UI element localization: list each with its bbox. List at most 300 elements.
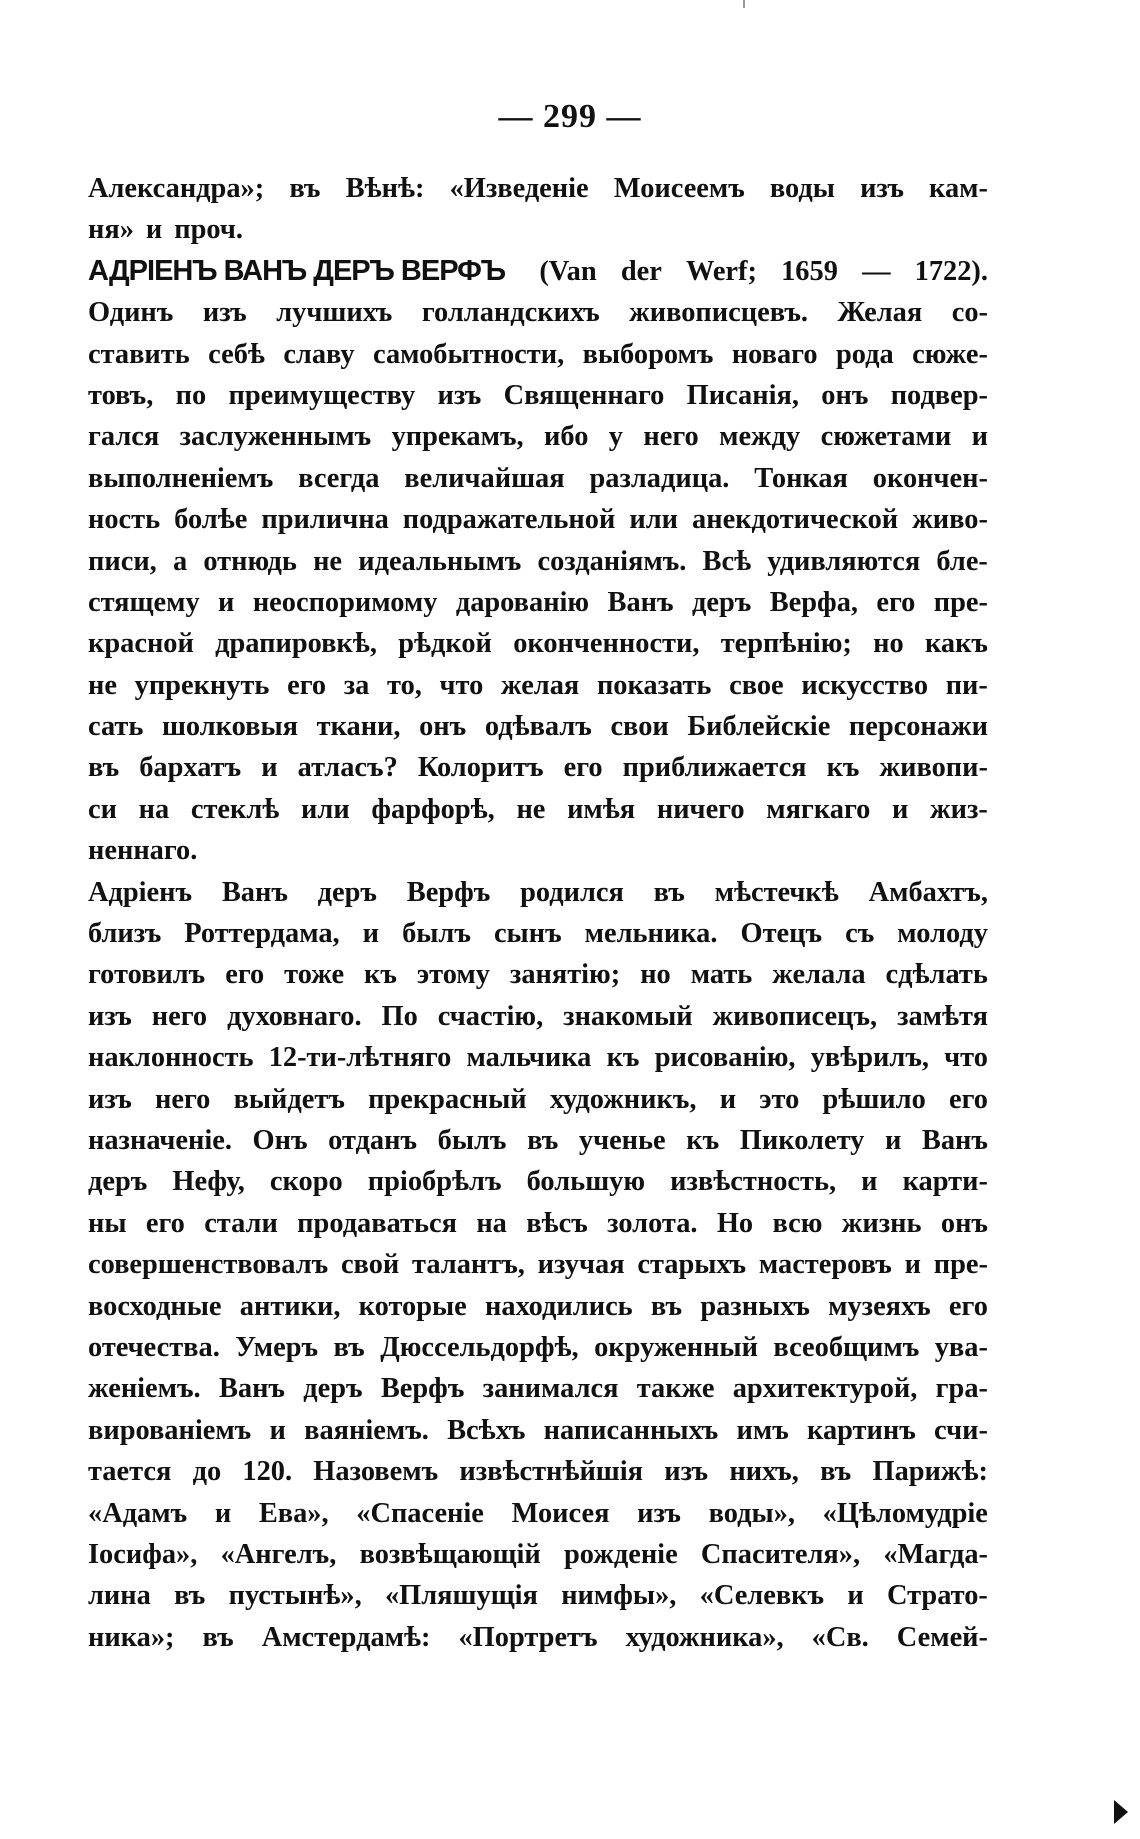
word: знакомый — [563, 1000, 693, 1032]
word: себѣ — [208, 338, 265, 370]
text-line — [88, 458, 988, 499]
word: Пиколету — [739, 1124, 865, 1156]
word: рисованію, — [654, 1042, 796, 1074]
text-line — [88, 1161, 988, 1202]
word: него — [151, 1000, 208, 1032]
text-line — [88, 1203, 988, 1244]
word: что — [944, 1042, 988, 1074]
word: мѣстечкѣ — [714, 876, 839, 908]
word: счастію, — [437, 1000, 544, 1032]
word: самобытности, — [373, 338, 565, 370]
text-line — [88, 1575, 988, 1616]
word: и — [904, 1249, 921, 1281]
word: занимался — [482, 1373, 619, 1405]
word: въ — [653, 876, 685, 908]
word: или — [629, 504, 679, 536]
word: «Св. — [811, 1621, 869, 1653]
word: сюжетами — [820, 421, 952, 453]
word: славу — [283, 338, 355, 370]
word: гра- — [935, 1373, 988, 1405]
word: драпировкѣ, — [215, 628, 377, 660]
word: терпѣнію; — [720, 628, 852, 660]
word: его — [876, 586, 916, 618]
word: жизнь — [841, 1207, 922, 1239]
word: лучшихъ — [276, 297, 393, 329]
word: ны — [88, 1207, 127, 1239]
word: товъ, — [88, 379, 154, 411]
word: ува- — [934, 1331, 988, 1363]
word: былъ — [402, 918, 471, 950]
word: упрекнуть — [134, 669, 270, 701]
word: отданъ — [328, 1124, 418, 1156]
text-line — [88, 1493, 988, 1534]
word: деръ — [88, 1166, 148, 1198]
word: сынъ — [493, 918, 562, 950]
word: неоспоримому — [252, 586, 438, 618]
text-line — [88, 665, 988, 706]
word: шолковыя — [161, 711, 299, 743]
text-line — [88, 1368, 988, 1409]
word: музеяхъ — [828, 1290, 931, 1322]
word: пи- — [945, 669, 988, 701]
word: персонажи — [848, 711, 988, 743]
word: 120. — [242, 1456, 293, 1488]
word: картинъ — [807, 1414, 916, 1446]
word: но — [873, 628, 904, 660]
word: его — [287, 669, 327, 701]
word: вѣсъ — [526, 1207, 588, 1239]
word: у — [608, 421, 623, 453]
text-line — [88, 747, 988, 788]
word: тается — [88, 1456, 172, 1488]
text-line — [88, 168, 988, 209]
text-line — [88, 334, 988, 375]
word: проч. — [174, 214, 243, 246]
text-line — [88, 1534, 988, 1575]
word: увѣрилъ, — [810, 1042, 929, 1074]
word: мельника. — [584, 918, 718, 950]
word: выйдетъ — [233, 1083, 345, 1115]
word: Werf; — [686, 255, 757, 287]
word: подражательной — [402, 504, 616, 536]
word: въ — [174, 1580, 206, 1612]
word: изъ — [437, 379, 482, 411]
word: золота. — [607, 1207, 698, 1239]
word: фарфорѣ, — [371, 793, 495, 825]
word: карти- — [902, 1166, 988, 1198]
word: созданіямъ. — [537, 545, 687, 577]
word: но — [640, 959, 671, 991]
word: новаго — [731, 338, 818, 370]
word: разныхъ — [700, 1290, 810, 1322]
word: Семей- — [896, 1621, 988, 1653]
word: рожденіе — [564, 1538, 678, 1570]
word: изъ — [860, 173, 904, 204]
word: Нефу, — [172, 1166, 245, 1198]
word: это — [759, 1083, 800, 1115]
word: не — [313, 545, 343, 577]
word: наклонность — [88, 1042, 254, 1074]
text-line — [88, 499, 988, 540]
word: Амбахтъ, — [868, 876, 988, 908]
word: анекдотической — [692, 504, 899, 536]
word: желая — [500, 669, 580, 701]
word: преимуществу — [228, 379, 416, 411]
word: также — [636, 1373, 715, 1405]
word: Одинъ — [88, 297, 174, 329]
word: гался — [88, 421, 160, 453]
word: ника»; — [88, 1621, 175, 1653]
word: вированіемъ — [88, 1414, 252, 1446]
word: Назовемъ — [313, 1456, 439, 1488]
word: возвѣщающій — [359, 1538, 541, 1570]
word: окончен- — [872, 462, 988, 494]
word: заслуженнымъ — [179, 421, 372, 453]
word: нихъ, — [729, 1456, 799, 1488]
word: выполненіемъ — [88, 462, 274, 494]
word: имъ — [736, 1414, 789, 1446]
word: рѣшило — [822, 1083, 926, 1115]
word: живописцевъ. — [629, 297, 808, 329]
word: 1722). — [914, 255, 988, 287]
text-line — [88, 582, 988, 623]
word: молоду — [897, 918, 988, 950]
word: сюже- — [912, 338, 988, 370]
text-line — [88, 1079, 988, 1120]
word: Моисея — [511, 1497, 610, 1529]
word: атласъ? — [297, 752, 398, 784]
word: родился — [520, 876, 624, 908]
word: Умеръ — [235, 1331, 319, 1363]
text-line — [88, 416, 988, 457]
word: пустынѣ», — [228, 1580, 362, 1612]
word: къ — [826, 752, 860, 784]
word: der — [620, 255, 662, 287]
word: Іосифа», — [88, 1538, 198, 1570]
text-line — [88, 1327, 988, 1368]
word: имѣя — [567, 793, 636, 825]
text-line — [88, 375, 988, 416]
word: окруженный — [594, 1331, 758, 1363]
word: Ванъ — [218, 1373, 285, 1405]
word: былъ — [437, 1124, 507, 1156]
word: живо- — [912, 504, 988, 536]
word: разладица. — [589, 462, 730, 494]
word: «Цѣломудріе — [822, 1497, 988, 1529]
word: ибо — [544, 421, 589, 453]
word: желала — [772, 959, 866, 991]
word: пріобрѣлъ — [367, 1166, 502, 1198]
word: счи- — [934, 1414, 988, 1446]
word: деръ — [317, 876, 377, 908]
word: написанныхъ — [543, 1414, 719, 1446]
word: и — [884, 1124, 902, 1156]
word: къ — [686, 1124, 720, 1156]
word: Спасителя», — [700, 1538, 861, 1570]
word: замѣтя — [897, 1000, 988, 1032]
word: то, — [387, 669, 422, 701]
word: совершенствовалъ — [88, 1249, 329, 1281]
word: и — [847, 1580, 864, 1612]
word: удивляются — [767, 545, 921, 577]
word: показать — [596, 669, 712, 701]
word: Адріенъ — [88, 876, 193, 908]
word: его — [145, 1207, 185, 1239]
word: въ — [650, 1290, 683, 1322]
word: художникъ, — [549, 1083, 697, 1115]
word: изъ — [637, 1497, 681, 1529]
word: его — [948, 1290, 988, 1322]
word: мастеровъ — [758, 1249, 892, 1281]
word: въ — [820, 1456, 852, 1488]
word: и — [971, 421, 988, 453]
text-line — [88, 789, 988, 830]
word: отечества. — [88, 1331, 220, 1363]
word: Но — [716, 1207, 754, 1239]
word: ткани, — [316, 711, 401, 743]
word: и — [214, 1497, 232, 1529]
word: скоро — [269, 1166, 343, 1198]
word: изъ — [88, 1083, 132, 1115]
word: по — [175, 379, 207, 411]
word: писи, — [88, 545, 157, 577]
word: Дюссельдорфѣ, — [380, 1331, 579, 1363]
word: художника», — [625, 1621, 784, 1653]
word: онъ — [419, 711, 467, 743]
word: всеобщимъ — [773, 1331, 920, 1363]
word: Ева», — [258, 1497, 329, 1529]
word: болѣе — [174, 504, 248, 536]
word: прилична — [261, 504, 389, 536]
word: изучая — [537, 1249, 625, 1281]
word: духовнаго. — [227, 1000, 362, 1032]
word: воды — [769, 173, 835, 204]
word: извѣстность, — [670, 1166, 837, 1198]
word: «Портретъ — [458, 1621, 598, 1653]
text-line — [88, 1286, 988, 1327]
word: Верфа, — [769, 586, 858, 618]
word: свое — [729, 669, 784, 701]
word: всегда — [298, 462, 380, 494]
word: ваяніемъ. — [304, 1414, 429, 1446]
word: въ — [88, 752, 120, 784]
word: Писанія, — [686, 379, 799, 411]
word: что — [439, 669, 484, 701]
text-line — [88, 872, 988, 913]
word: приближается — [622, 752, 807, 784]
word: въ — [202, 1621, 234, 1653]
text-line — [88, 292, 988, 333]
word: Ванъ — [221, 876, 288, 908]
text-line — [88, 1120, 988, 1161]
word: кам- — [929, 173, 988, 204]
word: назначеніе. — [88, 1124, 232, 1156]
word: Парижѣ: — [872, 1456, 988, 1488]
word: находились — [485, 1290, 633, 1322]
word: ученье — [578, 1124, 666, 1156]
word: стеклѣ — [190, 793, 280, 825]
word: (Van — [539, 255, 597, 287]
word: на — [138, 793, 170, 825]
word: большую — [526, 1166, 646, 1198]
word: «Магда- — [883, 1538, 988, 1570]
word: изъ — [88, 1000, 132, 1032]
word: си — [88, 793, 117, 825]
word: искусство — [801, 669, 929, 701]
word: его — [948, 1083, 988, 1115]
word: выборомъ — [582, 338, 714, 370]
word: ня» — [88, 214, 134, 246]
word: за — [343, 669, 370, 701]
word: въ — [527, 1124, 559, 1156]
word: живописецъ, — [712, 1000, 878, 1032]
word: между — [719, 421, 801, 453]
word: «Пляшущія — [384, 1580, 538, 1612]
word: рода — [835, 338, 894, 370]
word: «Адамъ — [88, 1497, 188, 1529]
word: талантъ, — [412, 1249, 525, 1281]
word: прекрасный — [368, 1083, 527, 1115]
word: его — [563, 752, 603, 784]
word: и — [892, 793, 909, 825]
word: или — [301, 793, 350, 825]
text-line — [88, 1617, 988, 1658]
body-text — [88, 168, 988, 1658]
word: — — [862, 255, 891, 287]
word: старыхъ — [637, 1249, 747, 1281]
word: къ — [364, 959, 397, 991]
word: стящему — [88, 586, 200, 618]
word: Верфъ — [380, 1373, 465, 1405]
text-line — [88, 251, 988, 292]
word: ничего — [656, 793, 745, 825]
word: дарованію — [455, 586, 590, 618]
word: Желая — [837, 297, 923, 329]
word: жиз- — [930, 793, 988, 825]
text-line — [88, 1451, 988, 1492]
word: восходные — [88, 1290, 222, 1322]
word: голландскихъ — [421, 297, 600, 329]
word: оконченности, — [513, 628, 700, 660]
word: извѣстнѣйшія — [459, 1456, 644, 1488]
text-line — [88, 623, 988, 664]
word: къ — [606, 1042, 640, 1074]
word: и — [269, 1414, 286, 1446]
word: нимфы», — [561, 1580, 677, 1612]
word: бархатъ — [139, 752, 242, 784]
word: «Спасеніе — [356, 1497, 484, 1529]
word: Всѣхъ — [447, 1414, 526, 1446]
word: со- — [951, 297, 988, 329]
word: воды», — [708, 1497, 795, 1529]
text-line — [88, 706, 988, 747]
word: «Изведеніе — [449, 173, 589, 204]
text-line — [88, 1244, 988, 1285]
text-line — [88, 830, 988, 871]
word: деръ — [303, 1373, 363, 1405]
word: въ — [289, 173, 321, 204]
word: красной — [88, 628, 194, 660]
word: Священнаго — [503, 379, 665, 411]
word: мать — [690, 959, 753, 991]
page-corner-arrow-icon — [1114, 1800, 1128, 1824]
text-line — [88, 913, 988, 954]
word: Всѣ — [702, 545, 752, 577]
text-line — [88, 1037, 988, 1078]
word: Отецъ — [740, 918, 823, 950]
word: и — [261, 752, 278, 784]
word: съ — [845, 918, 875, 950]
word: этому — [416, 959, 490, 991]
word: величайшая — [404, 462, 565, 494]
word: сдѣлать — [885, 959, 988, 991]
word: и — [362, 918, 380, 950]
word: готовилъ — [88, 959, 206, 991]
word: одѣвалъ — [484, 711, 592, 743]
word: рѣдкой — [398, 628, 492, 660]
word: не — [516, 793, 546, 825]
word: и — [145, 214, 163, 246]
word: свой — [340, 1249, 400, 1281]
text-line — [88, 996, 988, 1037]
word: онъ — [821, 379, 869, 411]
word: въ — [333, 1331, 365, 1363]
word: не — [88, 669, 117, 701]
word: Тонкая — [754, 462, 848, 494]
word: него — [643, 421, 699, 453]
word: Онъ — [252, 1124, 308, 1156]
word: изъ — [202, 297, 247, 329]
word: ставить — [88, 338, 190, 370]
text-line — [88, 541, 988, 582]
word: близъ — [88, 918, 162, 950]
word: живопи- — [879, 752, 988, 784]
word: подвер- — [890, 379, 988, 411]
word: пре- — [933, 1249, 988, 1281]
word: занятію; — [509, 959, 621, 991]
word: которые — [358, 1290, 467, 1322]
text-line — [88, 954, 988, 995]
word: идеальнымъ — [358, 545, 522, 577]
word: продаваться — [297, 1207, 457, 1239]
word: какъ — [924, 628, 988, 660]
word: стали — [204, 1207, 278, 1239]
word: Вѣнѣ: — [345, 173, 425, 204]
word: свои — [610, 711, 669, 743]
word: Амстердамѣ: — [261, 1621, 431, 1653]
word: сать — [88, 711, 144, 743]
word: Колоритъ — [417, 752, 544, 784]
word: неннаго. — [88, 835, 198, 867]
word: 12-ти-лѣтняго — [268, 1042, 452, 1074]
word: «Ангелъ, — [220, 1538, 337, 1570]
word: 1659 — [781, 255, 838, 287]
word: бле- — [936, 545, 988, 577]
word: Страто- — [887, 1580, 988, 1612]
word: на — [476, 1207, 507, 1239]
scan-mark — [743, 0, 745, 8]
page-number: — 299 — — [498, 98, 642, 135]
word: «Селевкъ — [699, 1580, 825, 1612]
word: Ванъ — [607, 586, 674, 618]
text-line — [88, 1410, 988, 1451]
word: Роттердама, — [184, 918, 340, 950]
word: мягкаго — [766, 793, 871, 825]
word: упрекамъ, — [391, 421, 524, 453]
word: Библейскіе — [687, 711, 831, 743]
word: деръ — [692, 586, 752, 618]
word: онъ — [940, 1207, 988, 1239]
